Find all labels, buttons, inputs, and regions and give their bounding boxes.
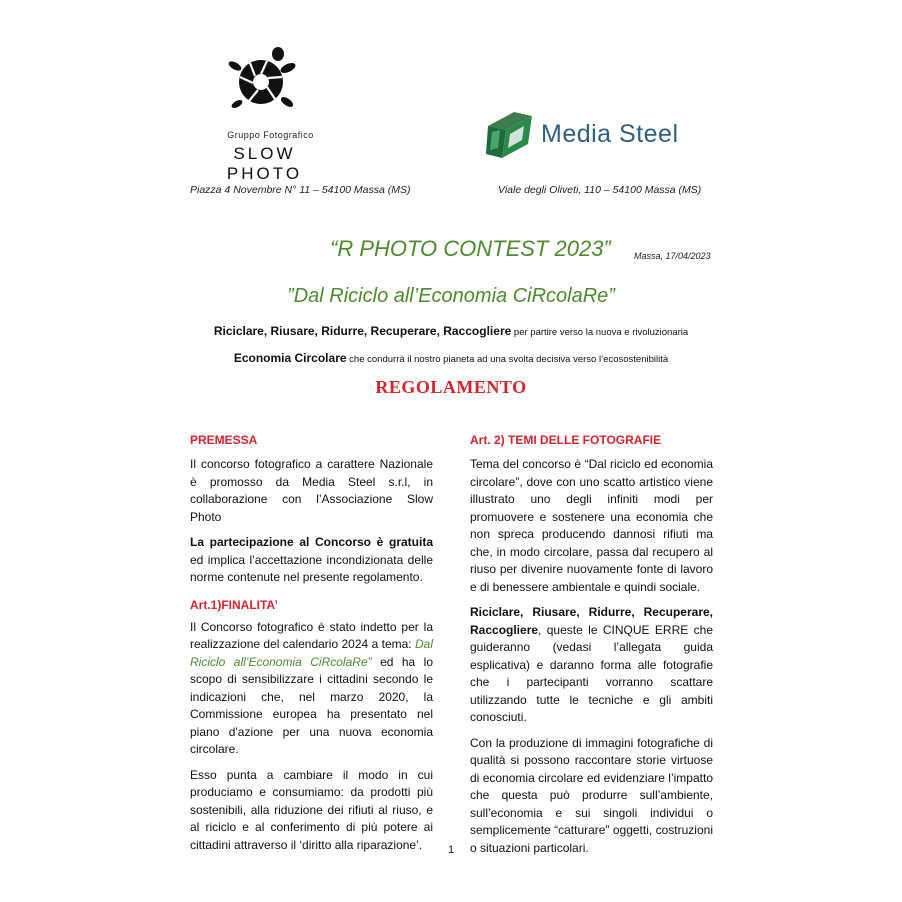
logo-group-text: Gruppo Fotografico — [227, 130, 314, 140]
address-right: Viale degli Oliveti, 110 – 54100 Massa (MS) — [498, 184, 702, 196]
temi-paragraph-2 — [470, 604, 713, 727]
intro-line-1-bold: Riciclare, Riusare, Ridurre, Recuperare, Raccogliere — [213, 324, 512, 338]
finalita-paragraph-1-italic: Dal Riciclo all’Economia CiRcolaRe” — [190, 637, 433, 669]
page-number: 1 — [447, 844, 455, 856]
contest-subtitle: ”Dal Riciclo all’Economia CiRcolaRe” — [287, 285, 615, 307]
temi-paragraph-2-bold: Riciclare, Riusare, Ridurre, Recuperare, Raccogliere — [470, 605, 713, 637]
finalita-paragraph-1-b: ed ha lo scopo di sensibilizzare i cittadini secondo le indicazioni che, nel marzo 2020, la Commissione europea ha presentato nel piano d'azione per una nuova economia circolare. — [190, 654, 433, 756]
finalita-paragraph-2: Esso punta a cambiare il modo in cui produciamo e consumiamo: da prodotti più sostenibili, alla riduzione dei rifiuti al riuso, e al riciclo e al conferimento di più potere ai cittadini attraverso il ‘diritto alla riparazione’. — [190, 767, 433, 852]
contest-title: “R PHOTO CONTEST 2023” — [330, 236, 611, 261]
temi-paragraph-3: Con la produzione di immagini fotografiche di qualità si possono raccontare storie virtuose di economia circolare ed evidenziare l’impatto che questa può produrre sull’ambiente, sull’economia e sui singoli individui o semplicemente “catturare” oggetti, costruzioni o situazioni particolari. — [470, 735, 713, 855]
temi-paragraph-2-rest: , queste le CINQUE ERRE che guideranno (vedasi l’allegata guida esplicativa) e daranno forma alle fotografie che i partecipanti vorranno scattare utilizzando tutte le tecniche e gli ambiti conosciuti. — [470, 622, 713, 724]
logo-name-text: SLOW PHOTO — [226, 144, 303, 183]
intro-line-1 — [0, 324, 902, 338]
intro-line-1-rest: per partire verso la nuova e rivoluzionaria — [511, 327, 689, 338]
premessa-paragraph-2-bold: La partecipazione al Concorso è gratuita — [190, 535, 433, 549]
temi-paragraph-1: Tema del concorso è “Dal riciclo ed economia circolare”, dove con uno scatto artistico viene illustrato uno degli infiniti modi per promuovere e sostenere una economia che non spreca producendo dannosi rifiuti ma che, in modo circolare, passa dal recupero al riuso per divenire nuovamente fonte di lavoro e di benessere ambientale e quindi sociale. — [470, 457, 713, 594]
media-steel-logo — [484, 110, 684, 162]
document-date: Massa, 17/04/2023 — [634, 251, 711, 261]
turtle-aperture-icon — [227, 44, 299, 116]
finalita-paragraph-1 — [190, 619, 433, 759]
premessa-heading: PREMESSA — [190, 433, 258, 447]
premessa-paragraph-1: Il concorso fotografico a carattere Nazionale è promosso da Media Steel s.r.l, in collaborazione con l’Associazione Slow Photo — [190, 457, 433, 524]
logo-name-text: Media Steel — [541, 120, 679, 148]
temi-heading: Art. 2) TEMI DELLE FOTOGRAFIE — [470, 433, 662, 447]
intro-line-2-bold: Economia Circolare — [233, 351, 347, 365]
premessa-paragraph-2-rest: ed implica l’accettazione incondizionata delle norme contenute nel presente regolamento. — [190, 552, 433, 584]
media-steel-emblem-icon — [484, 110, 536, 162]
premessa-paragraph-2 — [190, 534, 433, 587]
finalita-paragraph-1-a: Il Concorso fotografico è stato indetto per la realizzazione del calendario 2024 a tema: — [190, 619, 433, 651]
finalita-heading: Art.1)FINALITA’ — [190, 597, 278, 612]
regolamento-heading: REGOLAMENTO — [375, 377, 527, 397]
left-column — [190, 432, 433, 862]
slow-photo-logo — [200, 44, 340, 183]
address-left: Piazza 4 Novembre N° 11 – 54100 Massa (MS) — [190, 184, 411, 196]
intro-line-2-rest: che condurrà il nostro pianeta ad una svolta decisiva verso l’ecosostenibilità — [346, 354, 669, 365]
right-column — [470, 432, 713, 865]
intro-line-2 — [0, 351, 902, 365]
